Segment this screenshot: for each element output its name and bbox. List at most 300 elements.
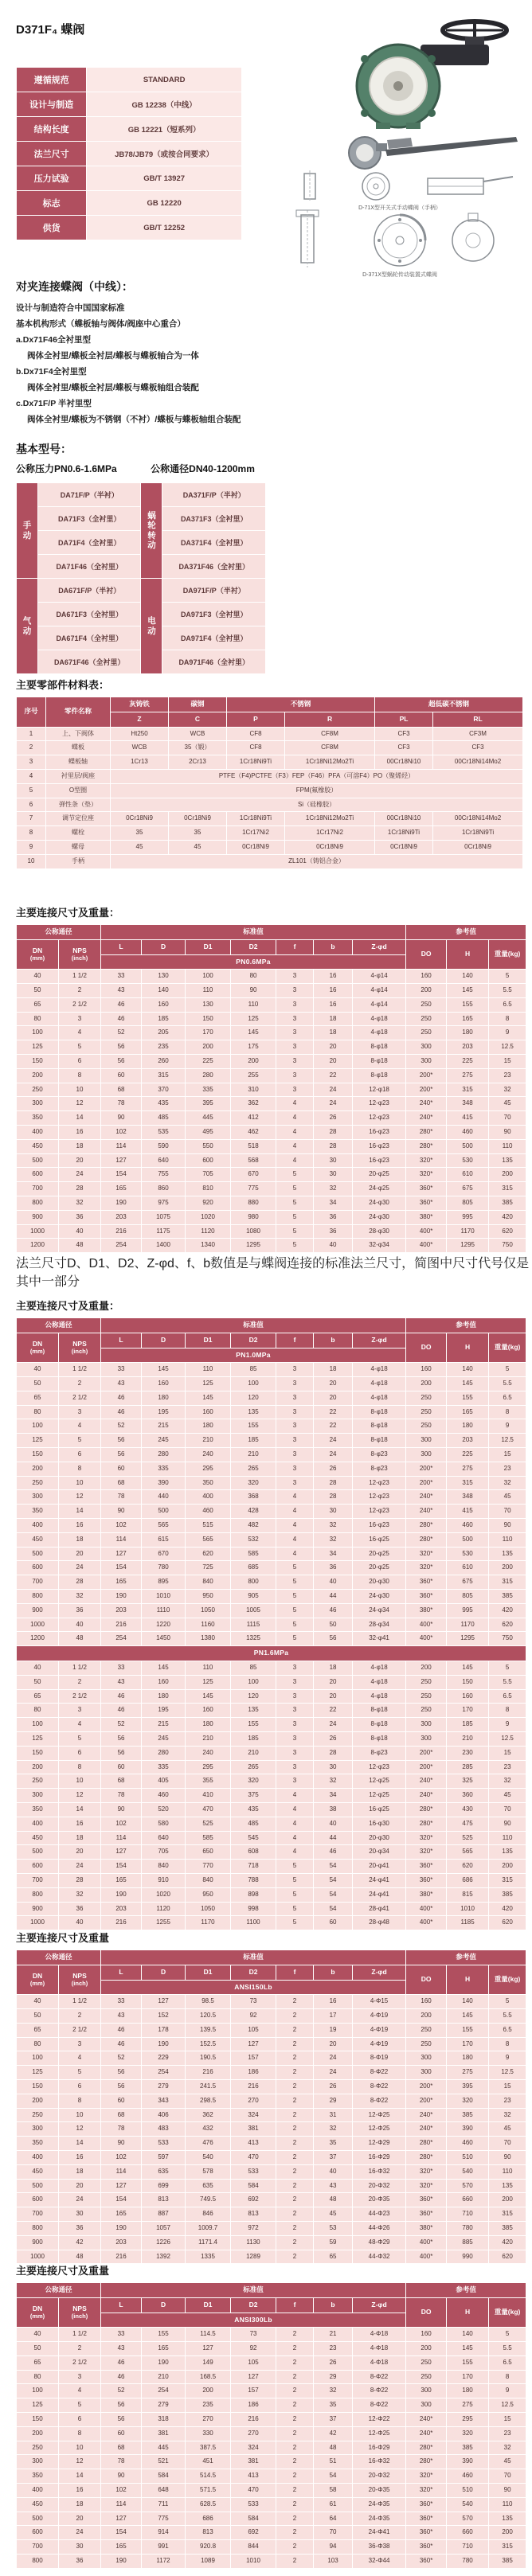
cell: 400 xyxy=(17,1126,58,1139)
cell: 64 xyxy=(314,2512,352,2526)
cell: 5 xyxy=(276,1196,313,1210)
cell: 250 xyxy=(406,1676,446,1689)
cell: 670 xyxy=(231,1168,276,1181)
col-header-material: 碳钢 xyxy=(169,697,226,712)
cell: 157 xyxy=(231,2051,276,2065)
valve-photo xyxy=(309,10,510,131)
dim-data-row xyxy=(17,2094,526,2108)
cell: 103 xyxy=(314,2555,352,2568)
dim-heading: 主要连接尺寸及重量 xyxy=(16,1932,110,1944)
cell: 1335 xyxy=(186,2250,230,2264)
cell: 12-φ25 xyxy=(353,1774,405,1788)
cell: 56 xyxy=(101,2080,141,2094)
cell: 3 xyxy=(276,1774,313,1788)
cell: 150 xyxy=(186,1013,230,1026)
cell-no: 4 xyxy=(17,770,45,783)
cell: 950 xyxy=(186,1590,230,1603)
cell: 100 xyxy=(17,2051,58,2065)
dim-data-row xyxy=(17,2371,526,2384)
group-header: 公称通径 xyxy=(17,925,100,939)
cell-material: CF3 xyxy=(375,728,432,741)
cell: 154 xyxy=(101,1168,141,1181)
cell: 90 xyxy=(489,2484,526,2497)
cell: 250 xyxy=(17,1477,58,1490)
spec-row xyxy=(17,216,241,240)
cell: 30 xyxy=(314,1154,352,1168)
cell: 46 xyxy=(101,2024,141,2037)
cell: 1050 xyxy=(186,1903,230,1916)
pressure-band: ANSI300Lb xyxy=(101,2313,405,2328)
col-header: D2 xyxy=(231,940,276,954)
cell: 12 xyxy=(59,1490,100,1504)
cell: 127 xyxy=(142,1995,185,2008)
group-header: 标准值 xyxy=(101,925,405,939)
cell: 240* xyxy=(406,1789,446,1802)
cell: 32 xyxy=(59,1196,100,1210)
spec-label: 结构长度 xyxy=(17,117,86,141)
cell: 24 xyxy=(314,2066,352,2079)
cell: 20 xyxy=(314,1391,352,1405)
cell: 21 xyxy=(314,2328,352,2341)
model-cell: DA71F3（全衬里） xyxy=(38,507,141,530)
cell: 500 xyxy=(447,1533,488,1547)
cell: 380* xyxy=(406,1211,446,1224)
dim-data-row xyxy=(17,1690,526,1704)
cell: 127 xyxy=(101,1154,141,1168)
cell: 56 xyxy=(101,1055,141,1068)
cell: 514.5 xyxy=(186,2469,230,2483)
cell: 250 xyxy=(406,1704,446,1717)
materials-row xyxy=(17,728,522,741)
cell: 450 xyxy=(17,1832,58,1845)
cell: 3 xyxy=(276,1477,313,1490)
cell: 6 xyxy=(59,2080,100,2094)
cell: 280* xyxy=(406,1817,446,1831)
cell: 8-Φ22 xyxy=(353,2384,405,2398)
cell: 8 xyxy=(489,1704,526,1717)
model-cell: DA371F4（全衬里） xyxy=(162,531,265,554)
cell: 32 xyxy=(314,1182,352,1196)
cell: 1 1/2 xyxy=(59,1661,100,1675)
cell: 2 xyxy=(276,2080,313,2094)
cell: 16 xyxy=(314,984,352,997)
cell: 343 xyxy=(142,2094,185,2108)
figure-caption: D-71X型开关式手动蝶阀（手柄） xyxy=(358,205,441,211)
cell: 980 xyxy=(231,1211,276,1224)
cell: 33 xyxy=(101,1661,141,1675)
cell: 34 xyxy=(314,1789,352,1802)
cell-material: Ht250 xyxy=(111,728,168,741)
cell: 250 xyxy=(406,1026,446,1040)
cell: 255 xyxy=(231,1069,276,1083)
cell: 1295 xyxy=(447,1632,488,1645)
cell: 155 xyxy=(142,2328,185,2341)
model-group-text: 蜗轮转动 xyxy=(147,511,156,550)
cell: 1010 xyxy=(142,1590,185,1603)
spec-label: 法兰尺寸 xyxy=(17,142,86,166)
cell: 160 xyxy=(406,1995,446,2008)
dim-data-row xyxy=(17,1154,526,1168)
cell: 4-φ18 xyxy=(353,1026,405,1040)
cell: 640 xyxy=(142,1832,185,1845)
cell: 52 xyxy=(101,1026,141,1040)
cell: 200 xyxy=(406,984,446,997)
cell: 150 xyxy=(17,1055,58,1068)
cell: 368 xyxy=(231,1490,276,1504)
cell: 1000 xyxy=(17,1618,58,1632)
cell: 46 xyxy=(101,1704,141,1717)
cell: 68 xyxy=(101,1083,141,1097)
cell: 700 xyxy=(17,1182,58,1196)
cell: 102 xyxy=(101,1519,141,1532)
cell: 4 xyxy=(276,1154,313,1168)
cell: 2 xyxy=(276,2413,313,2426)
cell: 250 xyxy=(17,1774,58,1788)
cell: 750 xyxy=(489,1239,526,1252)
cell: 500 xyxy=(447,1140,488,1153)
cell: 500 xyxy=(142,1505,185,1518)
cell: 210 xyxy=(186,1732,230,1746)
spec-row xyxy=(17,68,241,92)
materials-header-row xyxy=(17,697,522,712)
dim-data-row xyxy=(17,1434,526,1447)
cell: 23 xyxy=(489,2427,526,2441)
cell: 154 xyxy=(101,1561,141,1575)
cell: 610 xyxy=(447,1561,488,1575)
cell: 460 xyxy=(186,1505,230,1518)
cell: 34 xyxy=(314,1548,352,1561)
cell: 24-φ30 xyxy=(353,1590,405,1603)
cell: 521 xyxy=(142,2455,185,2469)
cell: 3 xyxy=(276,1448,313,1462)
intro-line: 基本机构形式（蝶板轴与阀体/阀座中心重合） xyxy=(16,318,186,329)
cell: 1020 xyxy=(142,1888,185,1902)
cell: 3 xyxy=(276,1732,313,1746)
cell: 44-Φ23 xyxy=(353,2207,405,2221)
cell: 18 xyxy=(314,1661,352,1675)
cell: 270 xyxy=(186,2413,230,2426)
cell: 98.5 xyxy=(186,1995,230,2008)
cell-material: 0Cr18Ni9 xyxy=(375,841,432,854)
cell: 12-φ23 xyxy=(353,1505,405,1518)
cell: 5 xyxy=(276,1590,313,1603)
cell: 135 xyxy=(231,1406,276,1419)
cell: 180 xyxy=(447,1026,488,1040)
cell: 23 xyxy=(489,1761,526,1774)
cell: 635 xyxy=(142,2165,185,2179)
cell: 335 xyxy=(186,1083,230,1097)
cell: 470 xyxy=(186,1803,230,1817)
cell: 78 xyxy=(101,1097,141,1110)
cell: 510 xyxy=(447,2484,488,2497)
valve-drawing-1 xyxy=(280,170,519,212)
cell: 28 xyxy=(59,1874,100,1887)
cell: 190 xyxy=(101,1196,141,1210)
cell-material: WCB xyxy=(169,728,226,741)
cell: 400* xyxy=(406,1225,446,1239)
cell: 18 xyxy=(59,1533,100,1547)
cell: 914 xyxy=(142,2526,185,2539)
materials-row xyxy=(17,841,522,854)
cell: 260 xyxy=(142,1055,185,1068)
dim-data-row xyxy=(17,1995,526,2008)
dim-heading: 主要连接尺寸及重量： xyxy=(16,1300,120,1312)
cell: 8-Φ22 xyxy=(353,2066,405,2079)
cell: 125 xyxy=(186,1676,230,1689)
cell: 300 xyxy=(17,1490,58,1504)
cell-material: CF3 xyxy=(433,741,522,755)
cell: 44 xyxy=(314,1832,352,1845)
intro-line: 阀体全衬里/蝶板全衬层/蝶板与蝶板轴组合装配 xyxy=(27,382,199,392)
cell-material: 00Cr18Ni14Mo2 xyxy=(433,755,522,769)
cell: 15 xyxy=(489,2080,526,2094)
cell: 216 xyxy=(101,2250,141,2264)
cell: 24 xyxy=(59,2193,100,2207)
cell: 335 xyxy=(142,1761,185,1774)
cell: 54 xyxy=(314,1874,352,1887)
cell: 32 xyxy=(314,1519,352,1532)
cell: 70 xyxy=(489,1803,526,1817)
cell: 300 xyxy=(406,1448,446,1462)
cell: 130 xyxy=(186,998,230,1012)
cell: 90 xyxy=(231,984,276,997)
cell: 241.5 xyxy=(186,2080,230,2094)
cell: 110 xyxy=(489,2165,526,2179)
cell: 3 xyxy=(276,1055,313,1068)
cell: 8-φ18 xyxy=(353,1069,405,1083)
cell: 4 xyxy=(276,1519,313,1532)
cell: 203 xyxy=(447,1434,488,1447)
cell: 280* xyxy=(406,1126,446,1139)
cell: 2 xyxy=(276,2051,313,2065)
col-header xyxy=(17,1965,58,1995)
model-cell: DA71F46（全衬里） xyxy=(38,555,141,578)
cell: 155 xyxy=(447,2356,488,2370)
cell: 381 xyxy=(231,2122,276,2136)
col-header xyxy=(17,1333,58,1363)
col-header: D2 xyxy=(231,1333,276,1348)
cell: 300 xyxy=(406,2051,446,2065)
cell: 410 xyxy=(186,1789,230,1802)
valve-drawing-2 xyxy=(280,209,519,279)
cell: 100 xyxy=(17,1419,58,1433)
cell: 518 xyxy=(231,1140,276,1153)
cell: 60 xyxy=(101,1761,141,1774)
cell: 362 xyxy=(186,2109,230,2122)
cell: 628.5 xyxy=(186,2498,230,2512)
cell: 45 xyxy=(489,1789,526,1802)
dim-data-row xyxy=(17,1490,526,1504)
cell: 23 xyxy=(314,2342,352,2355)
cell: 43 xyxy=(101,984,141,997)
cell: 275 xyxy=(447,2398,488,2412)
cell-no: 8 xyxy=(17,826,45,840)
cell-part: 蝶板 xyxy=(46,741,110,755)
cell: 80 xyxy=(17,1406,58,1419)
dim-data-row xyxy=(17,1477,526,1490)
cell: 280* xyxy=(406,2151,446,2164)
dim-data-row xyxy=(17,2109,526,2122)
cell: 640 xyxy=(142,1154,185,1168)
cell: 2 1/2 xyxy=(59,2356,100,2370)
cell: 360* xyxy=(406,1874,446,1887)
cell-part: 螺栓 xyxy=(46,826,110,840)
cell: 165 xyxy=(447,1013,488,1026)
cell: 185 xyxy=(447,1718,488,1731)
cell: 18 xyxy=(59,1832,100,1845)
cell: 2 xyxy=(276,2427,313,2441)
cell: 50 xyxy=(17,984,58,997)
cell: 51 xyxy=(314,2455,352,2469)
cell: 200 xyxy=(186,1040,230,1054)
cell-material: CF8 xyxy=(227,728,284,741)
cell: 8 xyxy=(489,2038,526,2051)
cell: 300 xyxy=(17,1789,58,1802)
cell: 1 1/2 xyxy=(59,970,100,983)
cell-material: 35 xyxy=(111,826,168,840)
dim-group-header-row xyxy=(17,1318,526,1333)
cell: 1005 xyxy=(231,1604,276,1618)
col-header-unit: (inch) xyxy=(71,1979,88,1987)
dim-table-pn10-pn16 xyxy=(16,1317,526,1930)
cell: 565 xyxy=(447,1845,488,1859)
cell: 165 xyxy=(101,1182,141,1196)
cell: 200 xyxy=(406,1377,446,1391)
cell: 149 xyxy=(186,2356,230,2370)
cell: 225 xyxy=(447,1448,488,1462)
cell: 5 xyxy=(276,1575,313,1589)
cell: 240* xyxy=(406,1111,446,1125)
dim-data-row xyxy=(17,2222,526,2235)
cell: 1120 xyxy=(186,1225,230,1239)
cell: 540 xyxy=(447,2165,488,2179)
cell: 532 xyxy=(231,1533,276,1547)
cell: 375 xyxy=(231,1789,276,1802)
cell: 620 xyxy=(186,1548,230,1561)
dim-data-row xyxy=(17,998,526,1012)
cell: 315 xyxy=(489,1874,526,1887)
cell: 45 xyxy=(489,2455,526,2469)
cell: 70 xyxy=(314,2526,352,2539)
cell: 300 xyxy=(406,1732,446,1746)
cell: 280* xyxy=(406,1803,446,1817)
cell: 700 xyxy=(17,1575,58,1589)
cell: 568 xyxy=(231,1154,276,1168)
cell: 44-Φ32 xyxy=(353,2250,405,2264)
cell: 203 xyxy=(101,1604,141,1618)
cell: 48 xyxy=(59,1632,100,1645)
cell: 186 xyxy=(231,2066,276,2079)
cell: 775 xyxy=(231,1182,276,1196)
cell: 200 xyxy=(489,1860,526,1873)
spec-table xyxy=(16,67,242,240)
cell-no: 2 xyxy=(17,741,45,755)
cell: 4-φ18 xyxy=(353,1676,405,1689)
cell: 130 xyxy=(142,970,185,983)
cell: 190 xyxy=(142,2038,185,2051)
cell: 56 xyxy=(101,2413,141,2426)
cell: 200 xyxy=(406,2342,446,2355)
cell: 350 xyxy=(17,1111,58,1125)
dim-group-header-row xyxy=(17,2283,526,2297)
cell: 8 xyxy=(59,2094,100,2108)
cell: 4-Φ18 xyxy=(353,2342,405,2355)
col-header: D xyxy=(142,2298,185,2313)
cell: 620 xyxy=(489,1916,526,1930)
cell: 16-Φ32 xyxy=(353,2455,405,2469)
intro-heading: 对夹连接蝶阀（中线）： xyxy=(16,280,133,293)
cell: 56 xyxy=(101,2066,141,2079)
cell: 525 xyxy=(447,1832,488,1845)
dim-data-row xyxy=(17,1888,526,1902)
cell: 12-Φ25 xyxy=(353,2109,405,2122)
cell: 279 xyxy=(142,2398,185,2412)
cell: 90 xyxy=(489,1519,526,1532)
cell: 2 xyxy=(276,2165,313,2179)
cell-no: 5 xyxy=(17,784,45,798)
col-header: DO xyxy=(406,2298,446,2328)
cell: 3 xyxy=(276,1434,313,1447)
cell: 180 xyxy=(186,1718,230,1731)
dim-data-row xyxy=(17,1618,526,1632)
cell: 775 xyxy=(142,2512,185,2526)
cell: 200* xyxy=(406,1462,446,1476)
cell: 12 xyxy=(59,2455,100,2469)
spec-value: GB 12238（中线） xyxy=(87,92,241,116)
cell: 4 xyxy=(276,1490,313,1504)
cell: 270 xyxy=(231,2427,276,2441)
cell: 28 xyxy=(59,1182,100,1196)
cell: 114.5 xyxy=(186,2328,230,2341)
cell: 300 xyxy=(406,1434,446,1447)
cell: 2 xyxy=(276,2498,313,2512)
cell: 1392 xyxy=(142,2250,185,2264)
dim-section-ansi300 xyxy=(16,2262,526,2569)
cell: 56 xyxy=(101,2398,141,2412)
cell: 3 xyxy=(276,1761,313,1774)
dim-col-header-row xyxy=(17,940,526,954)
cell: 300 xyxy=(406,2066,446,2079)
cell: 300 xyxy=(17,2122,58,2136)
cell: 20-φ25 xyxy=(353,1168,405,1181)
intro-line: b.Dx71F4全衬里型 xyxy=(16,366,87,377)
cell: 36 xyxy=(59,1903,100,1916)
basic-model-section xyxy=(16,441,350,674)
dim-data-row xyxy=(17,1211,526,1224)
dim-table-ansi300 xyxy=(16,2282,526,2569)
cell: 56 xyxy=(101,1434,141,1447)
cell: 710 xyxy=(447,2540,488,2554)
cell: 165 xyxy=(447,1406,488,1419)
cell: 6 xyxy=(59,2413,100,2426)
cell: 114 xyxy=(101,1832,141,1845)
cell: 165 xyxy=(101,1575,141,1589)
spec-label: 供货 xyxy=(17,216,86,240)
cell: 6.5 xyxy=(489,998,526,1012)
spec-label: 设计与制造 xyxy=(17,92,86,116)
cell: 12.5 xyxy=(489,2066,526,2079)
cell: 24 xyxy=(59,1168,100,1181)
cell: 2 xyxy=(276,2122,313,2136)
cell: 324 xyxy=(231,2109,276,2122)
cell: 12 xyxy=(59,1097,100,1110)
cell: 114 xyxy=(101,1533,141,1547)
cell: 460 xyxy=(447,2469,488,2483)
cell-no: 7 xyxy=(17,812,45,825)
cell: 8-φ18 xyxy=(353,1718,405,1731)
dim-pressure-band-row xyxy=(17,1646,526,1661)
cell: 2 xyxy=(276,2469,313,2483)
